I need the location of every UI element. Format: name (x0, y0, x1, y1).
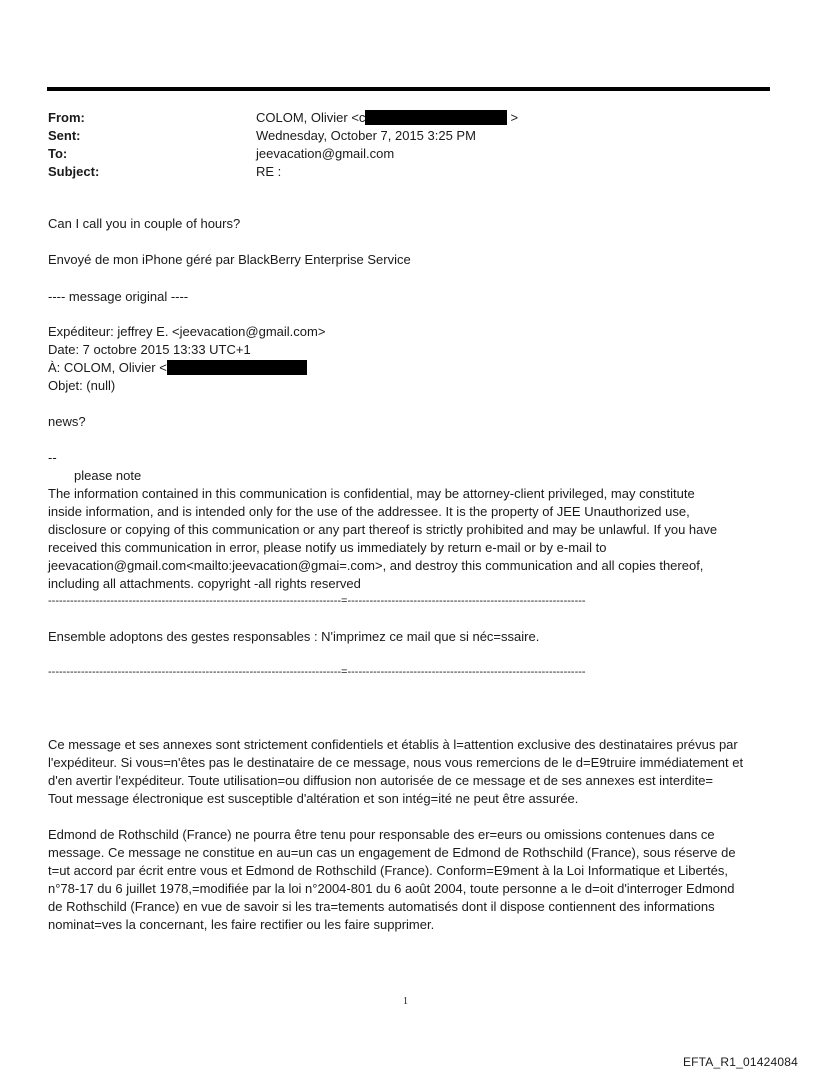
orig-date: Date: 7 octobre 2015 13:33 UTC+1 (48, 342, 251, 357)
edmond-line: Edmond de Rothschild (France) ne pourra être tenu pour responsable des er=eurs ou omissions contenues dans ce (48, 827, 715, 842)
ce-message-line: d'en avertir l'expéditeur. Toute utilisation=ou diffusion non autorisée de ce message et de ses annexes est interdite= (48, 773, 714, 788)
subject-label: Subject: (48, 164, 100, 179)
edmond-line: de Rothschild (France) en vue de savoir si les tra=tements automatisés dont il dispose contiennent des informations (48, 899, 715, 914)
disclaimer-line: disclosure or copying of this communication or any part thereof is strictly prohibited and may be unlawful. If you have (48, 522, 718, 537)
orig-subject: Objet: (null) (48, 378, 116, 393)
disclaimer-line: jeevacation@gmail.com<mailto:jeevacation@gmai=.com>, and destroy this communication and all copies thereof, (48, 558, 704, 573)
sent-row (48, 127, 768, 145)
document-id: EFTA_R1_01424084 (682, 1055, 798, 1069)
sent-label: Sent: (48, 128, 81, 143)
ce-message-line: l'expéditeur. Si vous=n'êtes pas le destinataire de ce message, nous vous remercions de le d=E9truire immédiatement et (48, 755, 744, 770)
to-label: To: (48, 146, 68, 161)
redaction-box (167, 360, 307, 375)
orig-to-text: À: COLOM, Olivier < (48, 360, 167, 375)
from-name: COLOM, Olivier <c (256, 110, 366, 125)
top-rule (47, 87, 770, 91)
body-line-2: Envoyé de mon iPhone géré par BlackBerry Enterprise Service (48, 252, 411, 267)
sent-value: Wednesday, October 7, 2015 3:25 PM (256, 128, 476, 143)
edmond-block (48, 826, 768, 934)
dashes-line: -- (48, 450, 57, 465)
page-number: 1 (403, 996, 408, 1007)
from-label: From: (48, 110, 85, 125)
ce-message-block (48, 736, 768, 808)
edmond-line: t=ut accord par écrit entre vous et Edmond de Rothschild (France). Conform=E9ment à la Loi Informatique et Libertés, (48, 863, 728, 878)
disclaimer-block (48, 485, 768, 593)
to-value: jeevacation@gmail.com (256, 146, 395, 161)
from-end: > (510, 110, 519, 125)
body-line-1: Can I call you in couple of hours? (48, 216, 241, 231)
subject-value: RE : (256, 164, 282, 179)
disclaimer-line: The information contained in this communication is confidential, may be attorney-client privileged, may constitute (48, 486, 695, 501)
from-value (256, 109, 518, 127)
disclaimer-line: including all attachments. copyright -all rights reserved (48, 576, 361, 591)
ce-message-line: Ce message et ses annexes sont strictement confidentiels et établis à l=attention exclusive des destinataires prévus par (48, 737, 738, 752)
edmond-line: nominat=ves la concernant, les faire rectifier ou les faire supprimer. (48, 917, 435, 932)
edmond-line: n°78-17 du 6 juillet 1978,=modifiée par la loi n°2004-801 du 6 août 2004, toute personne a le d=oit d'interroger Edmond (48, 881, 735, 896)
from-row (48, 109, 768, 127)
to-row (48, 145, 768, 163)
news-line: news? (48, 414, 86, 429)
body-line-3: ---- message original ---- (48, 289, 189, 304)
separator-2: --------------------------------------------------------------------------------=----------------------------------------------------------------- (48, 666, 586, 678)
orig-from: Expéditeur: jeffrey E. <jeevacation@gmail.com> (48, 324, 326, 339)
please-note: please note (74, 468, 142, 483)
subject-row (48, 163, 768, 181)
orig-to (48, 359, 768, 377)
disclaimer-line: received this communication in error, please notify us immediately by return e-mail or by e-mail to (48, 540, 607, 555)
redaction-box (365, 110, 507, 125)
original-header (48, 323, 768, 395)
email-header (48, 109, 768, 181)
disclaimer-line: inside information, and is intended only for the use of the addressee. It is the property of JEE Unauthorized use, (48, 504, 690, 519)
separator-1: --------------------------------------------------------------------------------=----------------------------------------------------------------- (48, 595, 586, 607)
edmond-line: message. Ce message ne constitue en au=un cas un engagement de Edmond de Rothschild (France), sous réserve de (48, 845, 736, 860)
ensemble-line: Ensemble adoptons des gestes responsables : N'imprimez ce mail que si néc=ssaire. (48, 629, 540, 644)
ce-message-line: Tout message électronique est susceptible d'altération et son intég=ité ne peut être assurée. (48, 791, 579, 806)
